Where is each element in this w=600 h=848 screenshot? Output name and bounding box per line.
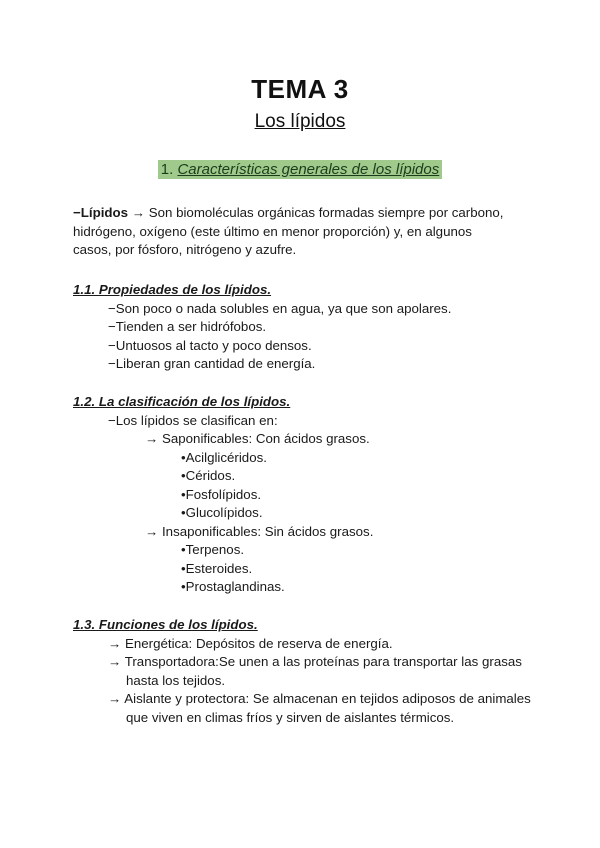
list-item: → Transportadora:Se unen a las proteínas para transportar las grasas hasta los tejidos. [108,654,522,688]
list-item: •Esteroides. [181,560,253,576]
list-item: −Untuosos al tacto y poco densos. [108,337,312,353]
properties-block [73,281,533,374]
document-subtitle: Los lípidos [254,111,346,132]
section-title: Características generales de los lípidos [177,161,440,178]
list-item: → Energética: Depósitos de reserva de energía. [108,635,393,651]
list-item: •Céridos. [181,468,236,483]
list-item: •Acilglicéridos. [181,449,267,465]
functions-block [73,616,533,727]
group-label: → Saponificables: Con ácidos grasos. [145,431,370,446]
list-item: → Aislante y protectora: Se almacenan en tejidos adiposos de animales que viven en climas fríos y sirven de aislantes térmicos. [108,691,531,725]
list-item: −Tienden a ser hidrófobos. [108,319,267,334]
list-item: −Liberan gran cantidad de energía. [108,356,316,371]
section-number: 1. [160,161,174,178]
list-item: •Fosfolípidos. [181,486,262,502]
intro-paragraph [73,204,513,260]
list-item: •Prostaglandinas. [181,579,285,594]
classification-intro: −Los lípidos se clasifican en: [108,412,278,428]
list-item: −Son poco o nada solubles en agua, ya que son apolares. [108,300,452,316]
classification-heading: 1.2. La clasificación de los lípidos. [73,394,291,409]
classification-block [73,393,533,597]
section-highlight [158,160,442,179]
properties-heading: 1.1. Propiedades de los lípidos. [73,282,272,297]
list-item: •Terpenos. [181,542,245,557]
intro-text: → Son biomoléculas orgánicas formadas siempre por carbono, hidrógeno, oxígeno (este último en menor proporción) y, en algunos casos, por fósforo, nitrógeno y azufre. [73,205,504,257]
document-title: TEMA 3 [251,74,349,104]
section-header [0,160,600,179]
list-item: •Glucolípidos. [181,505,263,520]
functions-heading: 1.3. Funciones de los lípidos. [73,617,258,632]
intro-term: −Lípidos [73,205,129,220]
group-label: → Insaponificables: Sin ácidos grasos. [145,523,374,539]
